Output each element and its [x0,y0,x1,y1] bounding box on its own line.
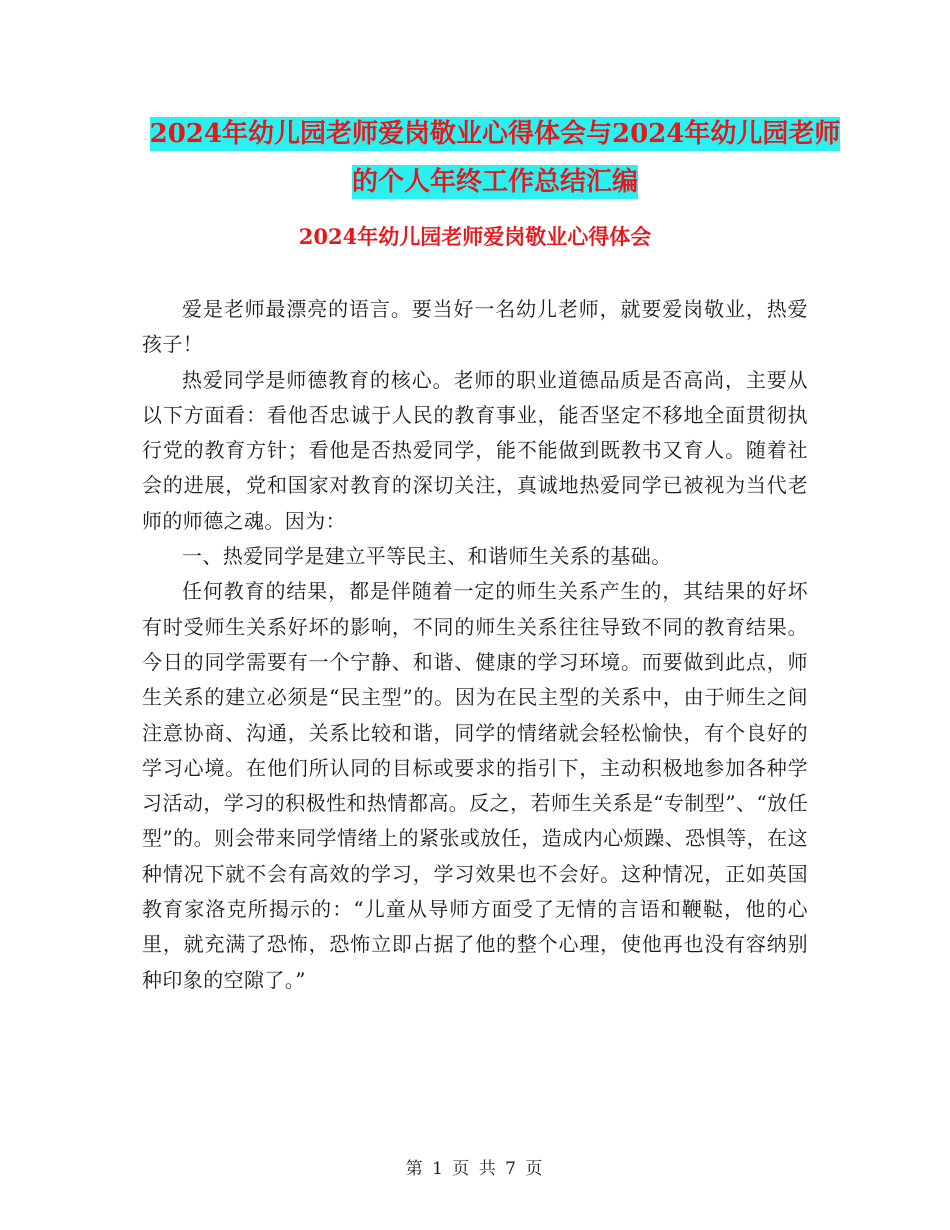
section-title: 2024年幼儿园老师爱岗敬业心得体会 [298,224,652,249]
main-title-text: 2024年幼儿园老师爱岗敬业心得体会与2024年幼儿园老师的个人年终工作总结汇编 [149,119,841,197]
paragraph: 热爱同学是师德教育的核心。老师的职业道德品质是否高尚，主要从以下方面看：看他否忠诚于人民的教育事业，能否坚定不移地全面贯彻执行党的教育方针；看他是否热爱同学，能不能做到既教书又育人。随着社会的进展，党和国家对教育的深切关注，真诚地热爱同学已被视为当代老师的师德之魂。因为： [142,367,808,533]
main-title [140,110,850,206]
body-text [142,292,808,998]
paragraph: 爱是老师最漂亮的语言。要当好一名幼儿老师，就要爱岗敬业，热爱孩子！ [142,297,808,357]
paragraph: 任何教育的结果，都是伴随着一定的师生关系产生的，其结果的好坏有时受师生关系好坏的影响，不同的师生关系往往导致不同的教育结果。今日的同学需要有一个宁静、和谐、健康的学习环境。而要做到此点，师生关系的建立必须是“民主型”的。因为在民主型的关系中，由于师生之间注意协商、沟通，关系比较和谐，同学的情绪就会轻松愉快，有个良好的学习心境。在他们所认同的目标或要求的指引下，主动积极地参加各种学习活动，学习的积极性和热情都高。反之，若师生关系是“专制型”、“放任型”的。则会带来同学情绪上的紧张或放任，造成内心烦躁、恐惧等，在这种情况下就不会有高效的学习，学习效果也不会好。这种情况，正如英国教育家洛克所揭示的：“儿童从导师方面受了无情的言语和鞭鞑，他的心里，就充满了恐怖，恐怖立即占据了他的整个心理，使他再也没有容纳别种印象的空隙了。” [142,579,808,992]
paragraph: 一、热爱同学是建立平等民主、和谐师生关系的基础。 [182,544,672,569]
page-footer: 第 1 页 共 7 页 [405,1159,545,1179]
